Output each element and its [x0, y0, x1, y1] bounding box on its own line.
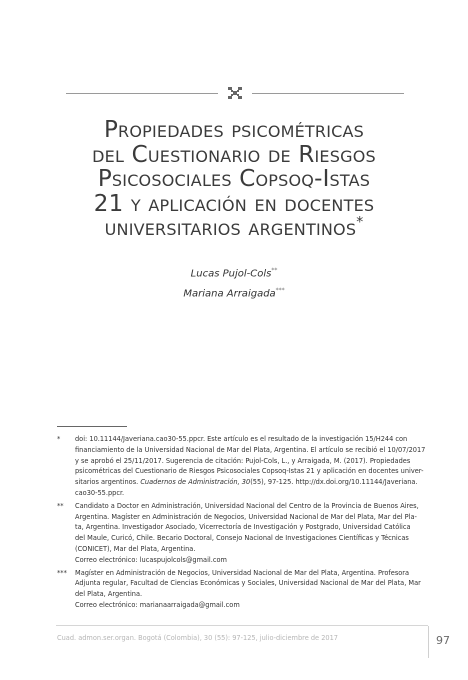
footnote-line: ta, Argentina. Investigador Asociado, Vicerrectoría de Investigación y Postgrado, Universidad Católica	[75, 523, 411, 532]
footer-rule	[56, 625, 428, 626]
author-name: Mariana Arraigada	[183, 288, 276, 300]
footnote-line: Candidato a Doctor en Administración, Universidad Nacional del Centro de la Provincia de Buenos Aires,	[75, 501, 419, 510]
footnote-line: Argentina. Magíster en Administración de Negocios, Universidad Nacional de Mar del Plata, Mar del Pla-	[75, 512, 417, 521]
footnote-separator	[57, 426, 127, 427]
title-line: Propiedades psicométricas	[103, 117, 365, 143]
footnote-email[interactable]: Correo electrónico: lucaspujolcols@gmail.com	[75, 555, 227, 564]
ornament-rule-left	[66, 93, 218, 94]
article-title	[40, 118, 428, 241]
citation-doi[interactable]: (55), 97-125. http://dx.doi.org/10.11144/Javeriana.	[250, 478, 418, 487]
footnote-line: Magíster en Administración de Negocios, Universidad Nacional de Mar del Plata, Argentina. Profesora	[75, 568, 410, 577]
footnote-email[interactable]: Correo electrónico: marianaarraigada@gmail.com	[75, 600, 240, 609]
title-line: universitarios argentinos	[104, 215, 357, 241]
footnote-1	[57, 434, 426, 499]
author-footnote-mark[interactable]: ***	[275, 287, 285, 295]
footnote-mark: ***	[57, 568, 67, 577]
footnote-line: cao30-55.ppcr.	[75, 488, 125, 497]
footnote-line: financiamiento de la Universidad Nacional de Mar del Plata, Argentina. El artículo se recibió el 10/07/2017	[75, 445, 426, 454]
footnote-mark: **	[57, 501, 64, 510]
title-footnote-mark[interactable]: *	[356, 214, 364, 231]
footnote-line-citation	[75, 477, 425, 488]
page-number-separator	[428, 626, 429, 658]
author-1	[0, 262, 468, 282]
footnote-2	[57, 501, 419, 566]
title-line: 21 y aplicación en docentes	[93, 190, 375, 217]
title-line: Psicosociales Copsoq-Istas	[97, 166, 371, 192]
ornament-rule-right	[252, 93, 404, 94]
footnote-line: doi: 10.11144/Javeriana.cao30-55.ppcr. Este artículo es el resultado de la investigación 15/H244 con	[75, 435, 408, 443]
footnote-line: del Maule, Curicó, Chile. Becario Doctoral, Consejo Nacional de Investigaciones Científicas y Técnicas	[75, 534, 409, 543]
title-line-last	[40, 216, 428, 241]
footnote-line: y se aprobó el 25/11/2017. Sugerencia de citación: Pujol-Cols, L., y Arraigada, M. (2017). Propiedades	[75, 456, 411, 465]
footnotes	[57, 434, 426, 613]
citation-journal: Cuadernos de Administración, 30	[140, 478, 251, 487]
ornament-icon	[224, 86, 246, 100]
author-2	[0, 282, 468, 302]
author-list	[0, 262, 468, 303]
footnote-body	[75, 501, 419, 566]
citation-text: sitarios argentinos.	[75, 478, 141, 487]
journal-footer: Cuad. admon.ser.organ. Bogotá (Colombia), 30 (55): 97-125, julio-diciembre de 2017	[57, 634, 338, 642]
footnote-line: (CONICET), Mar del Plata, Argentina.	[75, 544, 196, 553]
author-name: Lucas Pujol-Cols	[190, 268, 272, 280]
author-footnote-mark[interactable]: **	[271, 267, 278, 274]
footnote-line: psicométricas del Cuestionario de Riesgos Psicosociales Copsoq-Istas 21 y aplicación en docentes univer-	[75, 467, 424, 476]
footnote-line: Adjunta regular, Facultad de Ciencias Económicas y Sociales, Universidad Nacional de Mar del Plata, Mar	[75, 579, 421, 588]
footnote-3	[57, 568, 421, 611]
title-line: del Cuestionario de Riesgos	[92, 141, 376, 168]
footnote-mark: *	[57, 435, 61, 443]
footnote-body	[75, 568, 421, 611]
footnote-body	[75, 434, 425, 499]
header-ornament	[66, 86, 404, 100]
page-number: 97	[436, 634, 450, 647]
footnote-line: del Plata, Argentina.	[75, 590, 143, 599]
